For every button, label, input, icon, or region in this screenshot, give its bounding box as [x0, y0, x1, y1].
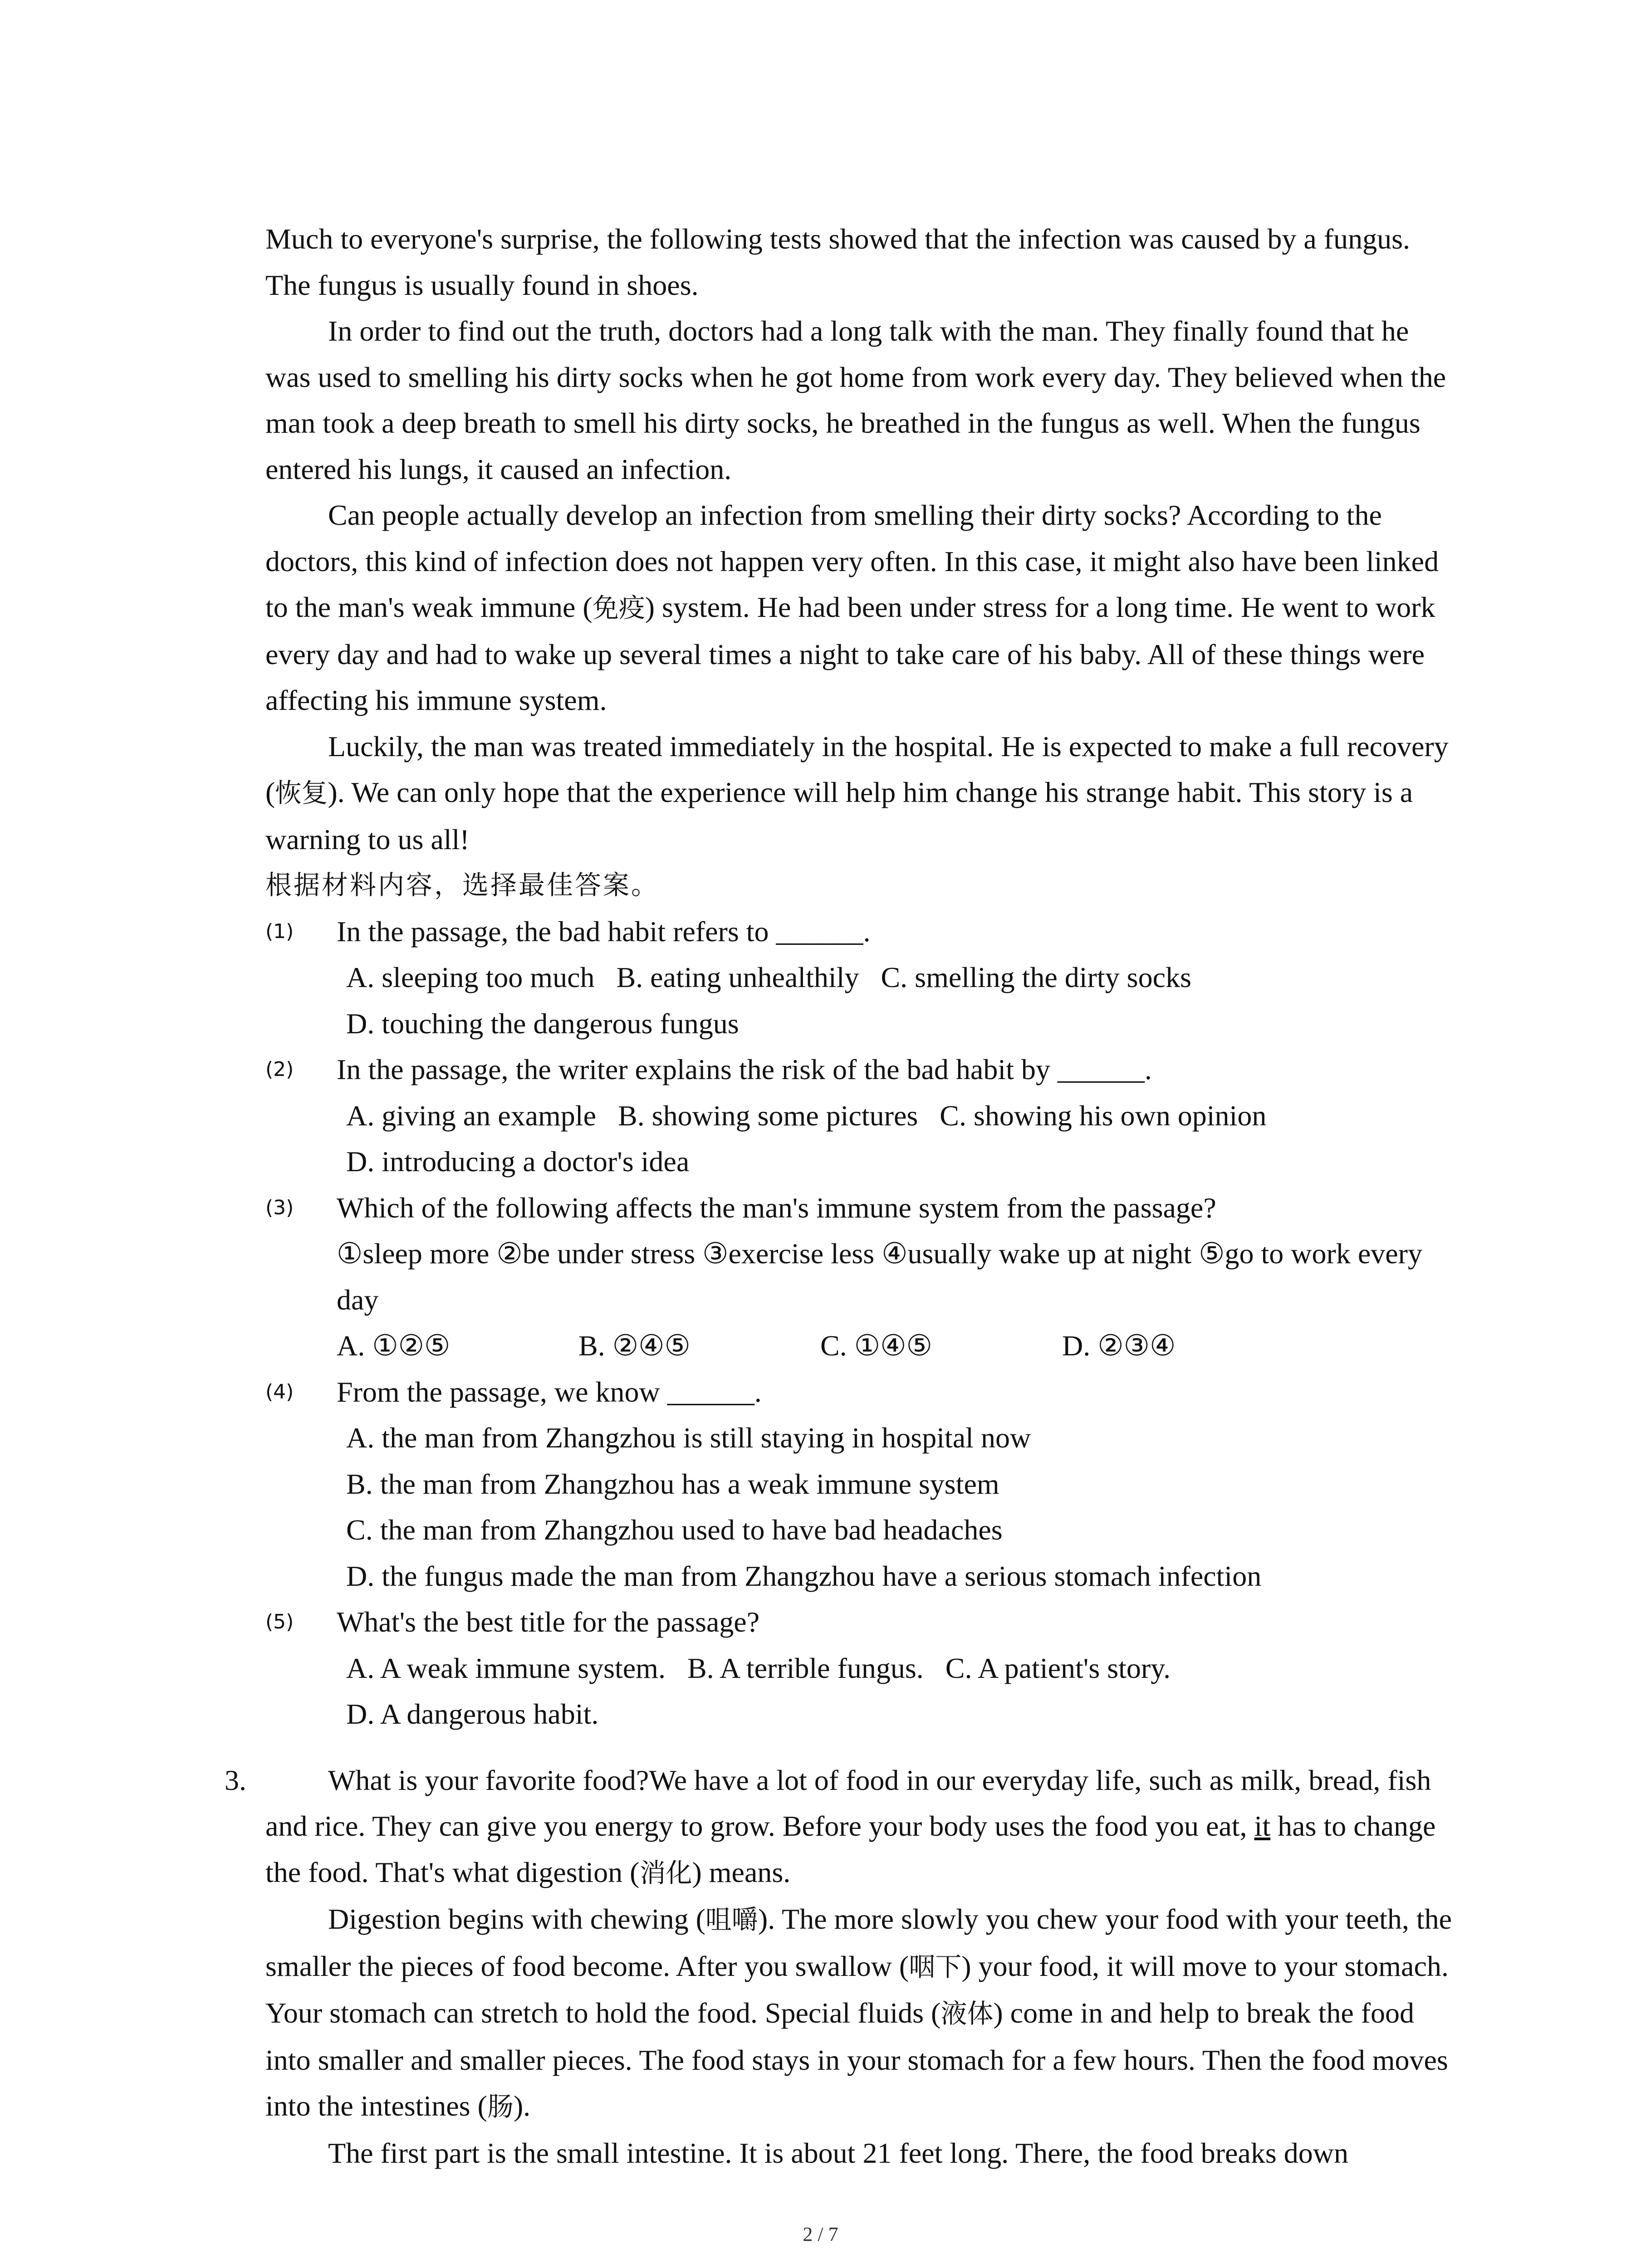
question-stem: In the passage, the bad habit refers to ______. [337, 915, 871, 948]
text-run: ) your food, it will move to your stomach. Your stomach can stretch to hold the food. Special fluids ( [265, 1950, 1449, 2029]
cjk-gloss: 消化 [639, 1857, 692, 1888]
text-run: Digestion begins with chewing ( [328, 1903, 705, 1935]
passage3-paragraph-3: The first part is the small intestine. It is about 21 feet long. There, the food breaks down [328, 2136, 1348, 2169]
passage2-paragraph-2: In order to find out the truth, doctors had a long talk with the man. They finally found that he was used to smelling his dirty socks when he got home from work every day. They believed when the man took a deep breath to smell his dirty socks, he breathed in the fungus as well. When the fungus entered his lungs, it caused an infection. [265, 315, 1446, 485]
cjk-gloss: 恢复 [275, 777, 328, 808]
question-choices-list: ①sleep more ②be under stress ③exercise less ④usually wake up at night ⑤go to work every day [337, 1237, 1422, 1316]
text-run: Can people actually develop an infection from smelling their dirty socks? According to the doctors, this kind of infection does not happen very often. In this case, it might also have been linked to the man's weak immune ( [265, 499, 1439, 623]
question-number: (4) [265, 1380, 294, 1403]
text-run: ) system. He had been under stress for a long time. He went to work every day and had to wake up several times a night to take care of his baby. All of these things were affecting his immune system. [265, 591, 1435, 716]
option-c: C. ①④⑤ [820, 1330, 932, 1362]
option-d: D. the fungus made the man from Zhangzhou have a serious stomach infection [346, 1559, 1262, 1592]
passage2-paragraph-1: Much to everyone's surprise, the following tests showed that the infection was caused by a fungus. The fungus is usually found in shoes. [265, 223, 1410, 301]
text-run: has to change the food. That's what digestion ( [265, 1810, 1436, 1888]
options-line: D. touching the dangerous fungus [346, 1007, 739, 1040]
options-line: D. introducing a doctor's idea [346, 1145, 690, 1178]
question-stem: From the passage, we know ______. [337, 1375, 762, 1408]
question-number: (1) [265, 919, 294, 943]
underlined-word: it [1254, 1810, 1271, 1842]
cjk-gloss: 液体 [941, 1998, 994, 2029]
text-run: Luckily, the man was treated immediately in the hospital. He is expected to make a full recovery ( [265, 730, 1449, 808]
question-2 [265, 1046, 1454, 1093]
question-5 [265, 1599, 1454, 1645]
passage3-paragraph-2 [265, 1896, 1454, 2130]
question-4 [265, 1369, 1454, 1415]
text-run: ). We can only hope that the experience will help him change his strange habit. This story is a warning to us all! [265, 776, 1413, 855]
cjk-gloss: 咽下 [909, 1951, 962, 1982]
cjk-gloss: 免疫 [592, 592, 645, 623]
option-b: B. ②④⑤ [578, 1330, 691, 1362]
option-a: A. ①②⑤ [337, 1330, 451, 1362]
question-1 [265, 909, 1454, 955]
question-stem: In the passage, the writer explains the risk of the bad habit by ______. [337, 1053, 1152, 1085]
passage3-paragraph-1 [265, 1757, 1454, 1897]
options-line: A. giving an example B. showing some pictures C. showing his own opinion [346, 1099, 1267, 1132]
cjk-gloss: 肠 [487, 2091, 514, 2122]
page-content [225, 216, 1454, 2176]
question-stem: What's the best title for the passage? [337, 1606, 760, 1638]
text-run: ) means. [692, 1856, 791, 1888]
options-line: D. A dangerous habit. [346, 1698, 599, 1730]
option-d: D. ②③④ [1062, 1330, 1176, 1362]
text-run: ) come in and help to break the food into smaller and smaller pieces. The food stays in your stomach for a few hours. Then the food moves into the intestines ( [265, 1997, 1448, 2122]
option-c: C. the man from Zhangzhou used to have bad headaches [346, 1514, 1003, 1546]
question-3 [265, 1185, 1454, 1323]
text-run: ). [513, 2090, 531, 2122]
option-b: B. the man from Zhangzhou has a weak immune system [346, 1467, 999, 1500]
option-a: A. the man from Zhangzhou is still staying in hospital now [346, 1422, 1031, 1454]
question-number: (5) [265, 1610, 294, 1633]
options-row [265, 1323, 1454, 1369]
text-run: ). The more slowly you chew your food with your teeth, the smaller the pieces of food become. After you swallow ( [265, 1903, 1452, 1982]
options-line: A. sleeping too much B. eating unhealthily C. smelling the dirty socks [346, 961, 1191, 993]
options-line: A. A weak immune system. B. A terrible fungus. C. A patient's story. [346, 1652, 1171, 1684]
passage-number: 3. [225, 1764, 246, 1796]
passage3 [225, 1757, 1454, 2176]
cjk-gloss: 咀嚼 [705, 1904, 758, 1935]
page-number: 2 / 7 [803, 2223, 838, 2245]
instruction: 根据材料内容，选择最佳答案。 [265, 870, 660, 900]
passage2-paragraph-4 [265, 723, 1454, 863]
question-stem: Which of the following affects the man's immune system from the passage? [337, 1191, 1216, 1224]
question-number: (3) [265, 1196, 294, 1219]
text-run: What is your favorite food?We have a lot of food in our everyday life, such as milk, bread, fish and rice. They can give you energy to grow. Before your body uses the food you eat, [265, 1764, 1431, 1842]
passage2-paragraph-3 [265, 492, 1454, 723]
question-number: (2) [265, 1058, 294, 1081]
